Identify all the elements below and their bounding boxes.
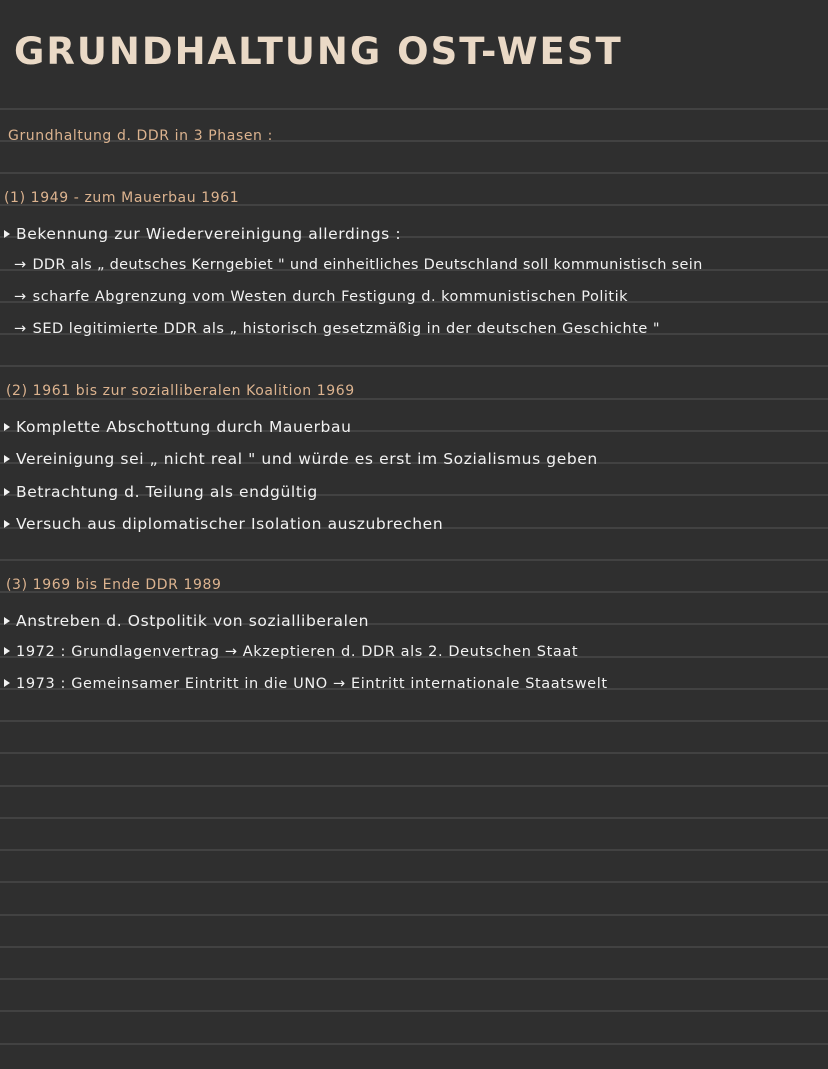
phase-3-item-text: Anstreben d. Ostpolitik von sozialliberalen bbox=[16, 612, 370, 630]
triangle-bullet-icon bbox=[4, 455, 10, 463]
triangle-bullet-icon bbox=[4, 520, 10, 528]
phase-1-point-text: SED legitimierte DDR als „ historisch gesetzmäßig in der deutschen Geschichte " bbox=[32, 321, 661, 337]
phase-1-bullet-text: Bekennung zur Wiedervereinigung allerdings : bbox=[16, 225, 402, 243]
phase-3-item bbox=[4, 676, 608, 692]
phase-1-heading: (1) 1949 - zum Mauerbau 1961 bbox=[4, 190, 240, 206]
arrow-right-icon: → bbox=[14, 289, 27, 305]
triangle-bullet-icon bbox=[4, 230, 10, 238]
phase-2-item bbox=[4, 418, 352, 436]
phase-2-item-text: Versuch aus diplomatischer Isolation auszubrechen bbox=[16, 515, 444, 533]
phase-3-item bbox=[4, 612, 369, 630]
phase-3-heading: (3) 1969 bis Ende DDR 1989 bbox=[6, 577, 222, 593]
phase-1-point-text: DDR als „ deutsches Kerngebiet " und einheitliches Deutschland soll kommunistisch sein bbox=[32, 257, 703, 273]
phase-1-point bbox=[14, 257, 703, 273]
phase-2-heading: (2) 1961 bis zur sozialliberalen Koalition 1969 bbox=[6, 383, 355, 399]
phase-3-item-text: 1973 : Gemeinsamer Eintritt in die UNO → Eintritt internationale Staatswelt bbox=[16, 676, 608, 692]
phase-3-item-text: 1972 : Grundlagenvertrag → Akzeptieren d. DDR als 2. Deutschen Staat bbox=[16, 644, 579, 660]
phase-1-point-text: scharfe Abgrenzung vom Westen durch Festigung d. kommunistischen Politik bbox=[32, 289, 629, 305]
phase-1-point bbox=[14, 289, 628, 305]
phase-2-item bbox=[4, 515, 443, 533]
page-title: GRUNDHALTUNG OST-WEST bbox=[14, 30, 623, 73]
phase-2-item bbox=[4, 450, 598, 468]
arrow-right-icon: → bbox=[14, 257, 27, 273]
phase-2-item-text: Komplette Abschottung durch Mauerbau bbox=[16, 418, 352, 436]
phase-1-point bbox=[14, 321, 660, 337]
arrow-right-icon: → bbox=[14, 321, 27, 337]
triangle-bullet-icon bbox=[4, 679, 10, 687]
phase-2-item-text: Betrachtung d. Teilung als endgültig bbox=[16, 483, 318, 501]
phase-2-item bbox=[4, 483, 318, 501]
triangle-bullet-icon bbox=[4, 617, 10, 625]
triangle-bullet-icon bbox=[4, 488, 10, 496]
phase-1-bullet bbox=[4, 225, 401, 243]
triangle-bullet-icon bbox=[4, 423, 10, 431]
phase-3-item bbox=[4, 644, 578, 660]
triangle-bullet-icon bbox=[4, 647, 10, 655]
subtitle: Grundhaltung d. DDR in 3 Phasen : bbox=[8, 128, 273, 144]
phase-2-item-text: Vereinigung sei „ nicht real " und würde es erst im Sozialismus geben bbox=[16, 450, 598, 468]
